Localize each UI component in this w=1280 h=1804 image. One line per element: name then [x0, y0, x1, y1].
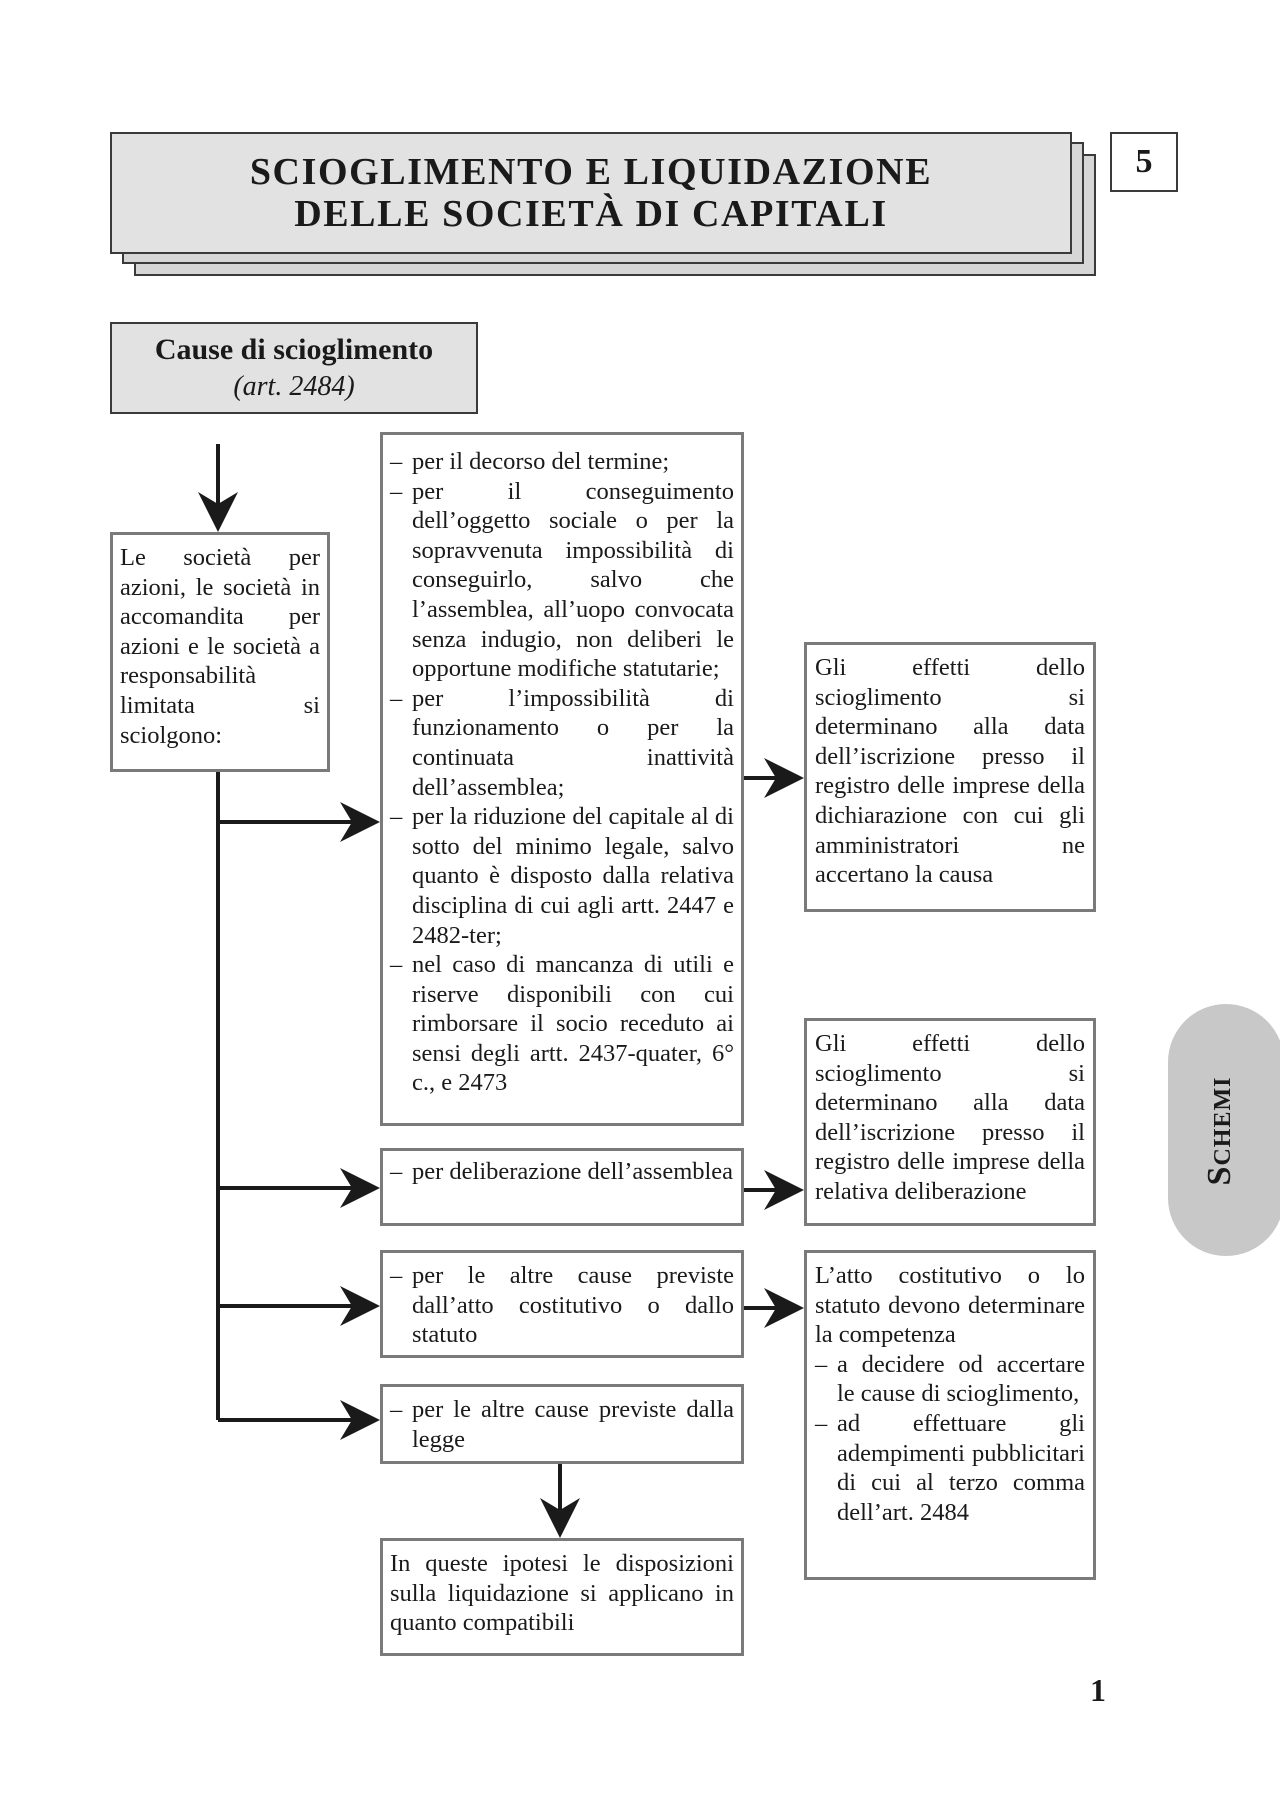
causes-heading: Cause di scioglimento	[154, 333, 434, 366]
liquidation-note-text: In queste ipotesi le disposizioni sulla liquidazione si applicano in quanto compatibili	[390, 1550, 734, 1637]
cause-item: – per la riduzione del capitale al di sotto del minimo legale, salvo quanto è disposto dalla relativa disciplina di cui agli artt. 2447 e 2482-ter;	[390, 802, 734, 950]
causes-article-ref: (art. 2484)	[233, 371, 355, 402]
competence-item: – ad effettuare gli adempimenti pubblicitari di cui al terzo comma dell’art. 2484	[815, 1409, 1085, 1527]
law-cause-text: – per le altre cause previste dalla legge	[390, 1395, 734, 1454]
competence-item: – a decidere od accertare le cause di scioglimento,	[815, 1350, 1085, 1409]
cause-item: – nel caso di mancanza di utili e riserve disponibili con cui rimborsare il socio receduto ai sensi degli artt. 2437-quater, 6° c., e 2473	[390, 950, 734, 1098]
page-title-line-1: SCIOGLIMENTO E LIQUIDAZIONE	[249, 151, 933, 193]
chapter-number-badge: 5	[1110, 132, 1178, 192]
cause-item: – per il conseguimento dell’oggetto sociale o per la sopravvenuta impossibilità di conseguirlo, salvo che l’assemblea, all’uopo convocata senza indugio, non deliberi le opportune modifiche statutarie;	[390, 477, 734, 684]
statute-cause-text: – per le altre cause previste dall’atto costitutivo o dallo statuto	[390, 1261, 734, 1350]
side-tab-schemi	[1168, 1004, 1280, 1256]
effects-declaration-text: Gli effetti dello scioglimento si determinano alla data dell’iscrizione presso il registro delle imprese della dichiarazione con cui gli amministratori ne accertano la causa	[815, 654, 1085, 889]
page-title-line-2: DELLE SOCIETÀ DI CAPITALI	[294, 193, 888, 235]
side-tab-label: Schemi	[1201, 1076, 1238, 1186]
effects-resolution-text: Gli effetti dello scioglimento si determinano alla data dell’iscrizione presso il registro delle imprese della relativa deliberazione	[815, 1030, 1085, 1205]
cause-item: – per il decorso del termine;	[390, 447, 734, 477]
subjects-text: Le società per azioni, le società in accomandita per azioni e le società a responsabilità limitata si sciolgono:	[120, 544, 320, 749]
page-number: 1	[1090, 1672, 1106, 1708]
cause-item: – per l’impossibilità di funzionamento o per la continuata inattività dell’assemblea;	[390, 684, 734, 802]
competence-intro: L’atto costitutivo o lo statuto devono determinare la competenza	[815, 1262, 1085, 1349]
assembly-cause-text: – per deliberazione dell’assemblea	[390, 1157, 734, 1187]
